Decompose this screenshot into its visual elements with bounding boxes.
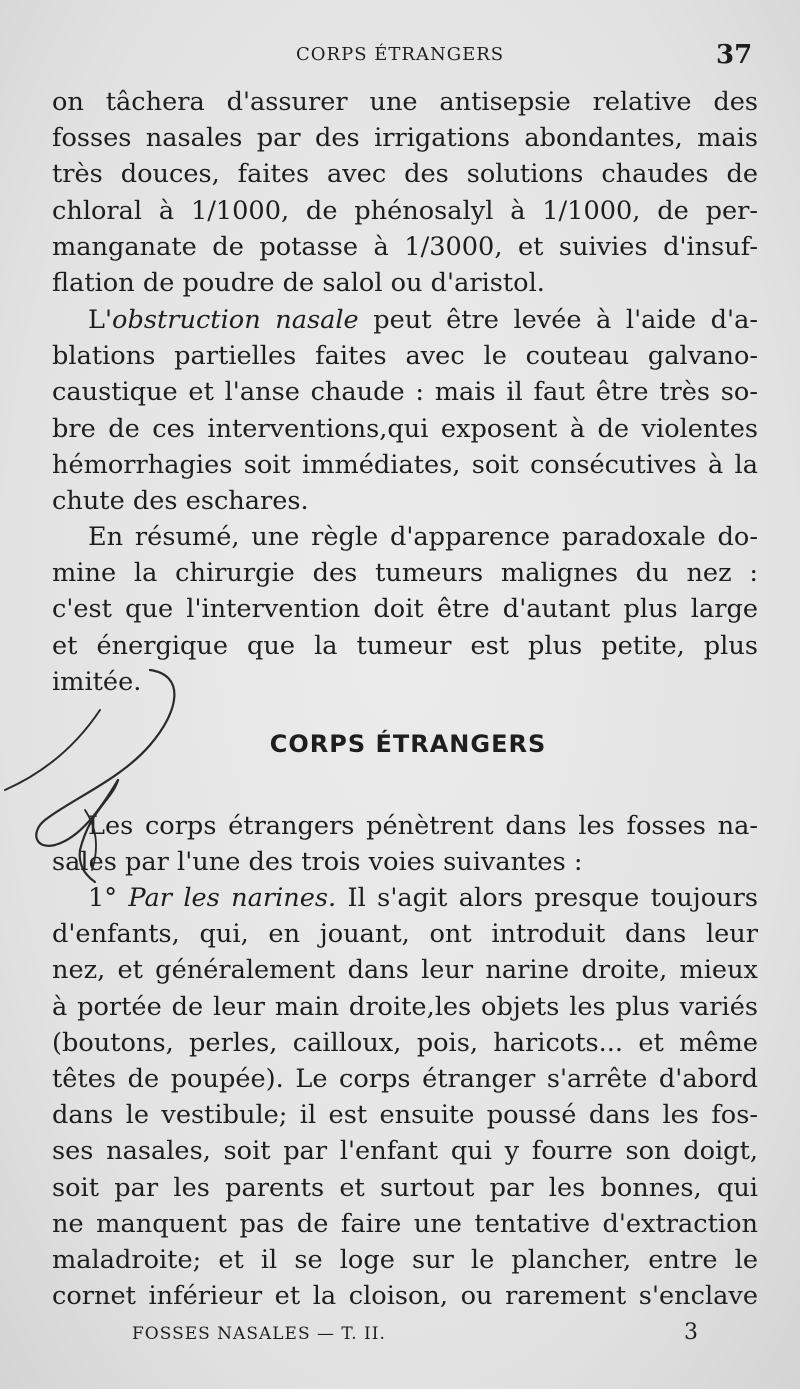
text-line: mine la chirurgie des tumeurs malignes du nez : — [52, 558, 758, 589]
text-line: manganate de potasse à 1/3000, et suivies d'insuf- — [52, 231, 758, 262]
text-line: fosses nasales par des irrigations abondantes, mais — [52, 123, 758, 154]
text-line: à portée de leur main droite,les objets les plus variés — [52, 991, 758, 1022]
text-line: Les corps étrangers pénètrent dans les fosses na- — [88, 811, 758, 841]
text-line: hémorrhagies soit immédiates, soit consécutives à la — [52, 449, 758, 480]
text-line: En résumé, une règle d'apparence paradoxale do- — [88, 522, 758, 552]
text-line: très douces, faites avec des solutions chaudes de — [52, 159, 758, 190]
text-line: imitée. — [52, 666, 142, 697]
text-line: caustique et l'anse chaude : mais il faut être très so- — [52, 377, 758, 408]
lead-rest: Il s'agit alors presque toujours — [336, 883, 758, 913]
text-line: bre de ces interventions,qui exposent à de violentes — [52, 413, 758, 444]
footer-title: FOSSES NASALES — T. II. — [132, 1324, 386, 1344]
text-line-lead — [52, 880, 758, 916]
text-line-lead — [52, 302, 758, 338]
lead-italic: Par les narines. — [128, 883, 337, 913]
page-number: 37 — [716, 40, 753, 70]
running-head — [0, 40, 800, 70]
paragraph-antisepsie — [52, 84, 758, 301]
text-line: blations partielles faites avec le couteau galvano- — [52, 341, 758, 372]
lead-prefix: 1° — [88, 883, 129, 913]
lead-rest: peut être levée à l'aide d'a- — [358, 305, 758, 335]
text-line: têtes de poupée). Le corps étranger s'arrête d'abord — [52, 1063, 758, 1094]
lead-italic: obstruction nasale — [112, 305, 359, 335]
text-line: cornet inférieur et la cloison, ou rarement s'enclave — [52, 1281, 758, 1312]
text-line: d'enfants, qui, en jouant, ont introduit dans leur — [52, 919, 758, 950]
running-title: CORPS ÉTRANGERS — [296, 44, 505, 65]
text-line: maladroite; et il se loge sur le plancher, entre le — [52, 1244, 758, 1275]
text-line: et énergique que la tumeur est plus petite, plus — [52, 630, 758, 661]
text-line: on tâchera d'assurer une antisepsie relative des — [52, 87, 758, 117]
text-line: chute des eschares. — [52, 485, 309, 516]
text-line: ne manquent pas de faire une tentative d'extraction — [52, 1208, 758, 1239]
text-line: c'est que l'intervention doit être d'autant plus large — [52, 594, 758, 625]
paragraph-obstruction — [52, 302, 758, 519]
text-line: ses nasales, soit par l'enfant qui y fourre son doigt, — [52, 1136, 758, 1167]
text-line: dans le vestibule; il est ensuite poussé dans les fos- — [52, 1100, 758, 1131]
section-heading-text: CORPS ÉTRANGERS — [269, 730, 547, 758]
text-line: sales par l'une des trois voies suivantes : — [52, 847, 583, 878]
lead-prefix: L' — [88, 305, 113, 335]
paragraph-resume — [52, 519, 758, 700]
text-line: (boutons, perles, cailloux, pois, haricots... et même — [52, 1027, 758, 1058]
paragraph-voies — [52, 808, 758, 880]
text-line: flation de poudre de salol ou d'aristol. — [52, 267, 545, 298]
signature-mark: 3 — [684, 1320, 698, 1345]
text-line: soit par les parents et surtout par les bonnes, qui — [52, 1172, 758, 1203]
paragraph-narines — [52, 880, 758, 1314]
text-line: nez, et généralement dans leur narine droite, mieux — [52, 955, 758, 986]
section-heading — [0, 730, 800, 758]
text-line: chloral à 1/1000, de phénosalyl à 1/1000, de per- — [52, 195, 758, 226]
page-footer — [0, 1320, 800, 1350]
